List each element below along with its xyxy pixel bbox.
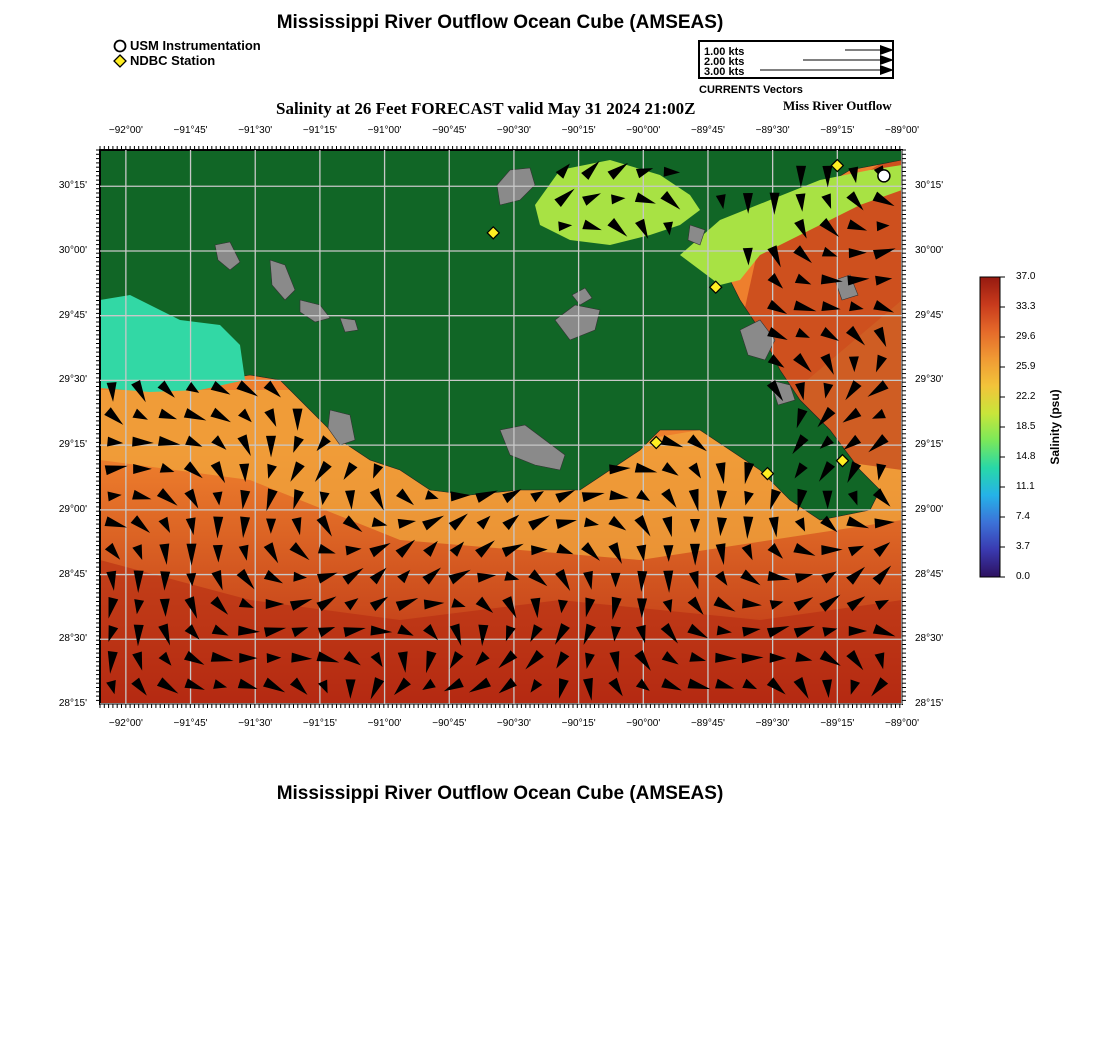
- colorbar-tick-label: 7.4: [1016, 511, 1030, 522]
- lon-label-bottom: −90°15': [561, 718, 596, 729]
- lon-label-top: −89°00': [885, 125, 919, 136]
- colorbar-tick-label: 14.8: [1016, 451, 1036, 462]
- legend-ndbc-label: NDBC Station: [130, 53, 216, 68]
- lon-label-bottom: −91°45': [173, 718, 208, 729]
- lon-label-top: −89°45': [690, 125, 725, 136]
- vector-key-label-1: 1.00 kts: [704, 46, 745, 58]
- colorbar-tick-label: 25.9: [1016, 361, 1036, 372]
- colorbar-tick-label: 3.7: [1016, 541, 1030, 552]
- lat-label-right: 28°30': [915, 633, 944, 645]
- lon-label-top: −90°45': [432, 125, 467, 136]
- colorbar-tick-label: 29.6: [1016, 331, 1036, 342]
- lon-label-top: −92°00': [108, 125, 143, 136]
- lat-label-right: 29°00': [915, 503, 944, 515]
- lon-label-bottom: −91°30': [238, 718, 273, 729]
- lat-label-right: 29°15': [915, 439, 944, 451]
- lon-label-top: −89°15': [820, 125, 855, 136]
- lat-label-left: 28°15': [58, 698, 87, 709]
- colorbar-title: Salinity (psu): [1048, 389, 1062, 465]
- lat-label-left: 29°30': [58, 374, 87, 386]
- lat-label-left: 29°45': [58, 309, 87, 321]
- legend-usm-label: USM Instrumentation: [130, 38, 261, 53]
- vector-key-label-2: 2.00 kts: [704, 56, 745, 68]
- lon-label-bottom: −89°00': [885, 718, 919, 729]
- lon-label-bottom: −90°30': [496, 718, 531, 729]
- lat-label-right: 30°00': [915, 244, 944, 256]
- lon-label-top: −89°30': [755, 125, 790, 136]
- lon-label-bottom: −90°00': [626, 718, 661, 729]
- vector-key-label-3: 3.00 kts: [704, 66, 745, 78]
- lat-label-left: 30°15': [58, 180, 87, 192]
- colorbar-tick-label: 11.1: [1016, 481, 1035, 492]
- lon-label-bottom: −91°15': [302, 718, 337, 729]
- map-title: Mississippi River Outflow Ocean Cube (AMSEAS): [276, 12, 724, 33]
- lon-label-bottom: −91°00': [367, 718, 402, 729]
- usm-instrument-marker[interactable]: [878, 170, 890, 182]
- lon-label-top: −91°45': [173, 125, 208, 136]
- colorbar-tick-label: 37.0: [1016, 271, 1036, 282]
- lon-label-bottom: −92°00': [108, 718, 143, 729]
- lat-label-left: 28°45': [58, 568, 87, 580]
- colorbar-tick-label: 18.5: [1016, 421, 1036, 432]
- lon-label-top: −90°30': [496, 125, 531, 136]
- lon-label-top: −91°30': [238, 125, 273, 136]
- colorbar-tick-label: 0.0: [1016, 571, 1030, 582]
- colorbar-gradient: [980, 277, 1000, 577]
- lat-label-right: 29°30': [915, 374, 944, 386]
- lon-label-top: −91°00': [367, 125, 402, 136]
- footer-title: Mississippi River Outflow Ocean Cube (AMSEAS): [276, 783, 724, 804]
- lat-label-left: 28°30': [58, 633, 87, 645]
- lon-label-top: −91°15': [302, 125, 337, 136]
- lat-label-left: 29°15': [58, 439, 87, 451]
- lat-label-left: 29°00': [58, 503, 87, 515]
- corner-note: Miss River Outflow: [783, 98, 892, 113]
- lon-label-bottom: −89°45': [690, 718, 725, 729]
- lat-label-left: 30°00': [58, 244, 87, 256]
- lat-label-right: 28°15': [915, 698, 944, 709]
- lat-label-right: 30°15': [915, 180, 944, 192]
- map-subtitle: Salinity at 26 Feet FORECAST valid May 31 2024 21:00Z: [276, 99, 696, 118]
- vector-key-caption: CURRENTS Vectors: [699, 84, 803, 96]
- colorbar-tick-label: 33.3: [1016, 301, 1036, 312]
- lat-label-right: 28°45': [915, 568, 944, 580]
- lon-label-bottom: −90°45': [432, 718, 467, 729]
- lon-label-bottom: −89°30': [755, 718, 790, 729]
- lon-label-top: −90°15': [561, 125, 596, 136]
- lon-label-bottom: −89°15': [820, 718, 855, 729]
- colorbar: [976, 272, 1006, 584]
- colorbar-tick-label: 22.2: [1016, 391, 1036, 402]
- lon-label-top: −90°00': [626, 125, 661, 136]
- lat-label-right: 29°45': [915, 309, 944, 321]
